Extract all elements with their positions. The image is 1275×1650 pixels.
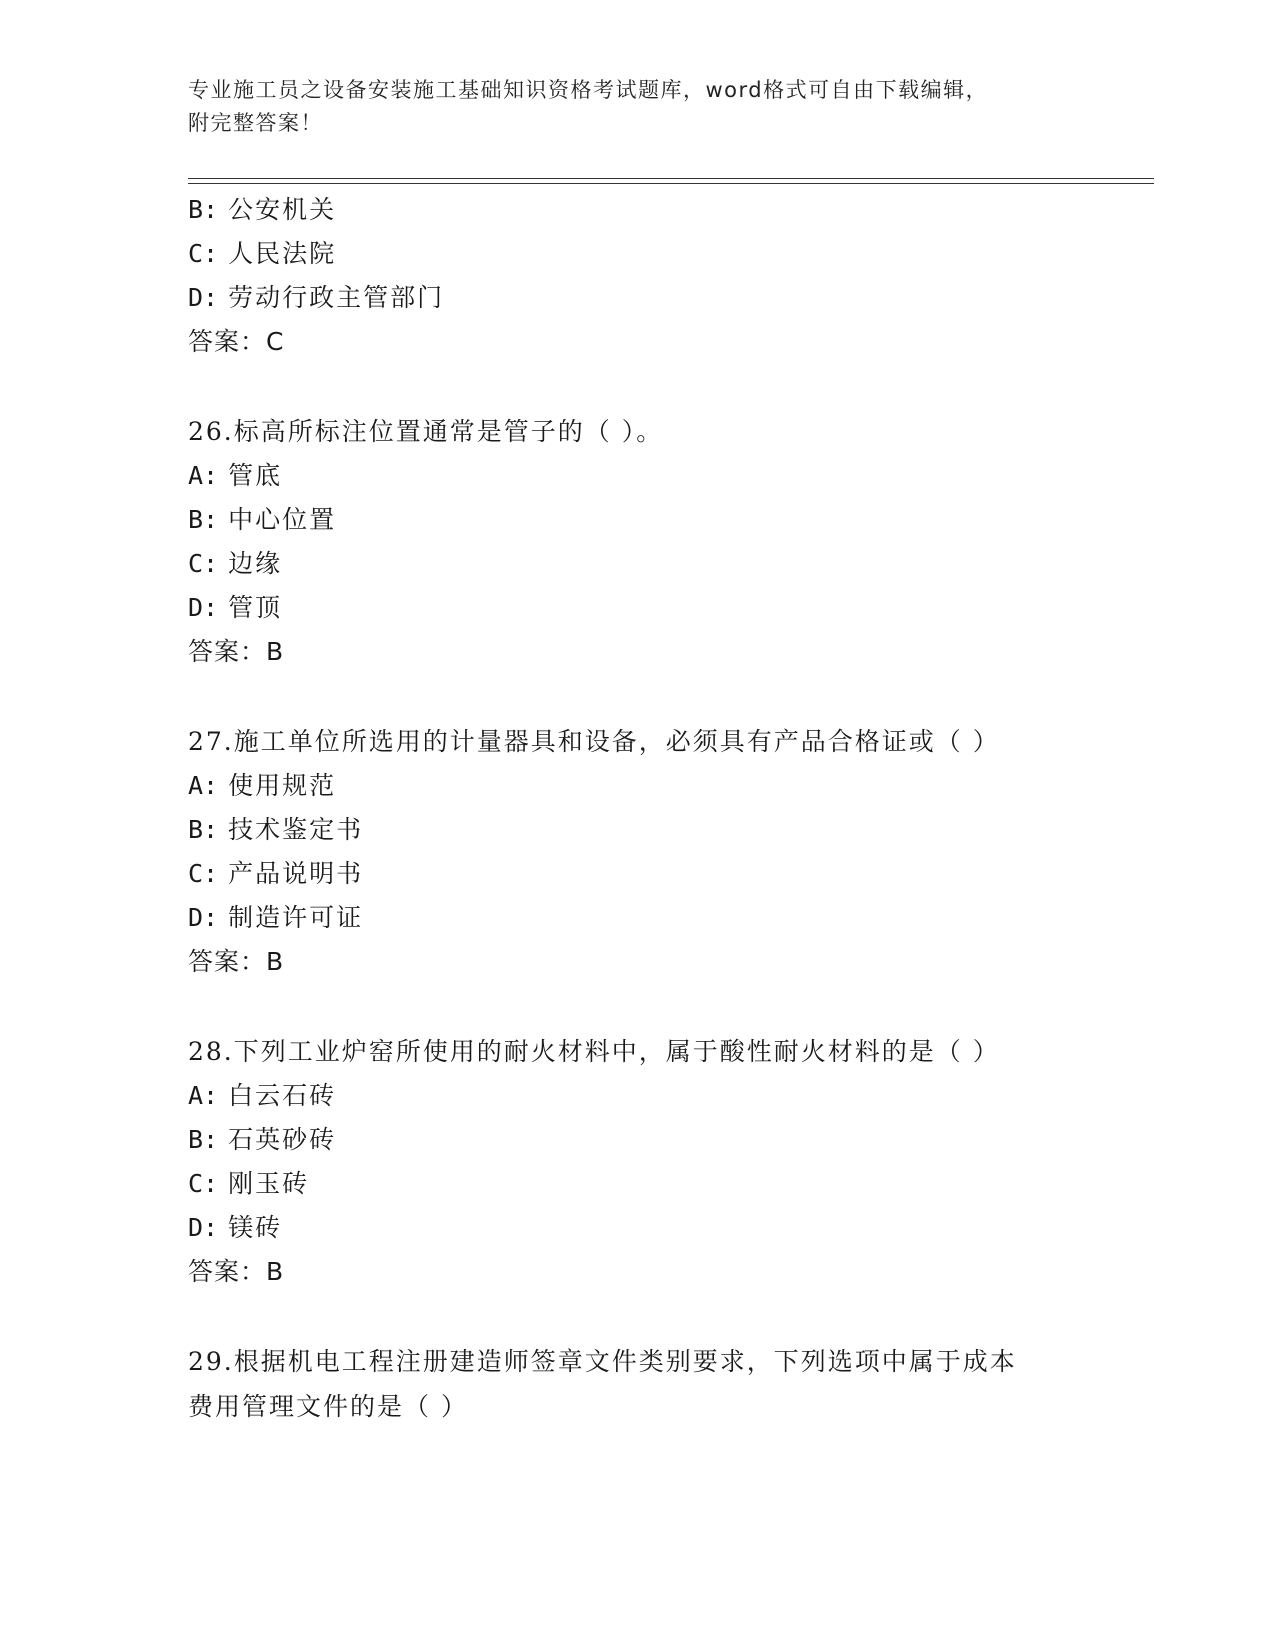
option-d: D: 镁砖 [188, 1213, 283, 1242]
document-header [188, 74, 1088, 140]
option-b: B: 技术鉴定书 [188, 815, 364, 844]
header-divider-top [188, 178, 1154, 179]
option-c: C: 刚玉砖 [188, 1169, 310, 1198]
header-divider-bottom [188, 183, 1154, 184]
answer-line: 答案：B [188, 637, 285, 666]
option-c: C: 产品说明书 [188, 859, 364, 888]
option-c: C: 人民法院 [188, 239, 337, 268]
header-line-1: 专业施工员之设备安装施工基础知识资格考试题库，word格式可自由下载编辑， [188, 78, 989, 102]
option-a: A: 白云石砖 [188, 1081, 337, 1110]
header-line-2: 附完整答案！ [188, 111, 323, 135]
question-29-line-2: 费用管理文件的是（ ） [188, 1392, 468, 1421]
option-b: B: 中心位置 [188, 505, 337, 534]
option-d: D: 管顶 [188, 593, 283, 622]
question-26: 26.标高所标注位置通常是管子的（ ）。 [188, 417, 664, 446]
option-a: A: 管底 [188, 461, 283, 490]
option-d: D: 劳动行政主管部门 [188, 283, 445, 312]
option-c: C: 边缘 [188, 549, 283, 578]
question-29-line-1: 29.根据机电工程注册建造师签章文件类别要求，下列选项中属于成本 [188, 1347, 1017, 1376]
question-27: 27.施工单位所选用的计量器具和设备，必须具有产品合格证或（ ） [188, 727, 1000, 756]
option-d: D: 制造许可证 [188, 903, 364, 932]
answer-line: 答案：B [188, 1257, 285, 1286]
option-a: A: 使用规范 [188, 771, 337, 800]
answer-line: 答案：B [188, 947, 285, 976]
question-28: 28.下列工业炉窑所使用的耐火材料中，属于酸性耐火材料的是（ ） [188, 1037, 1000, 1066]
option-b: B: 公安机关 [188, 195, 337, 224]
answer-line: 答案：C [188, 327, 285, 356]
option-b: B: 石英砂砖 [188, 1125, 337, 1154]
